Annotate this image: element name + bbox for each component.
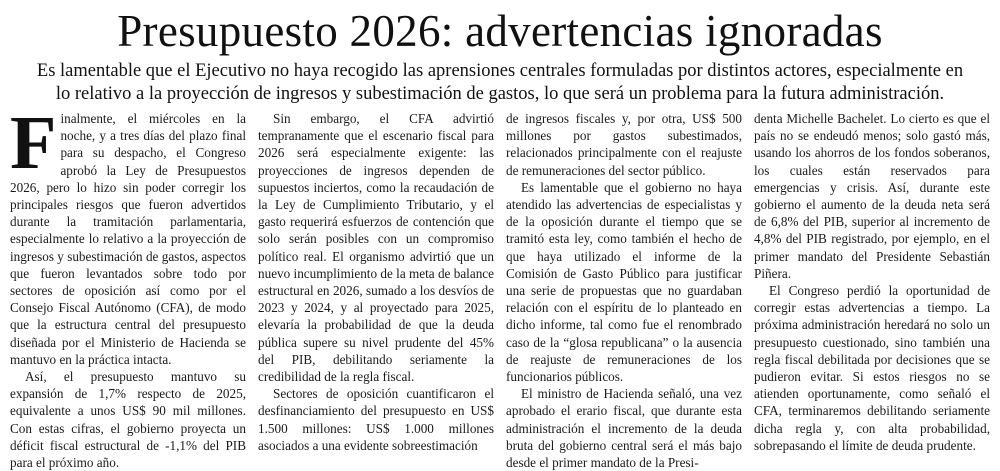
paragraph xyxy=(10,101,246,368)
paragraph: Sectores de oposición cuantificaron el desfinanciamiento del presupuesto en US$ 1.500 millones: US$ 1.000 millones asociados a una evidente sobreestimación xyxy=(258,386,494,453)
paragraph: El Congreso perdió la oportunidad de corregir estas advertencias a tiempo. La próxima administración heredará no solo un presupuesto cuestionado, sino también una regla fiscal debilitada por decisiones que se pudieron evitar. Si estos riesgos no se atienden oportunamente, como señaló el CFA, terminaremos debilitando seriamente dicha regla y, con alta probabilidad, sobrepasando el límite de deuda prudente. xyxy=(754,283,990,453)
column-4 xyxy=(754,110,990,453)
paragraph-text: inalmente, el miércoles en la noche, y a tres días del plazo final para su despacho, el Congreso aprobó la Ley de Presupuestos 2026, pero lo hizo sin poder corregir los principales riesgos que fueron advertidos durante la tramitación parlamentaria, especialmente lo relativo a la proyección de ingresos y subestimación de gastos, aspectos que fueron levantados sobre todo por sectores de oposición así como por el Consejo Fiscal Autónomo (CFA), de modo que la estructura central del presupuesto diseñada por el Ministerio de Hacienda se mantuvo en la práctica intacta. xyxy=(10,111,246,367)
column-1 xyxy=(10,101,246,471)
paragraph: Así, el presupuesto mantuvo su expansión de 1,7% respecto de 2025, equivalente a unos US$ 90 mil millones. Con estas cifras, el gobierno proyecta un déficit fiscal estructural de -1,1% del PIB para el próximo año. xyxy=(10,369,246,471)
deck: Es lamentable que el Ejecutivo no haya recogido las aprensiones centrales formuladas por distintos actores, especialmente en lo relativo a la proyección de ingresos y subestimación de gastos, lo que será un problema para la futura administración. xyxy=(36,61,964,104)
paragraph: de ingresos fiscales y, por otra, US$ 500 millones por gastos subestimados, relacionados principalmente con el reajuste de remuneraciones del sector público. xyxy=(506,111,742,178)
paragraph: denta Michelle Bachelet. Lo cierto es que el país no se endeudó menos; solo gastó más, usando los ahorros de los fondos soberanos, los cuales están reservados para emergencias y crisis. Así, durante este gobierno el aumento de la deuda neta será de 6,8% del PIB, superior al incremento de 4,8% del PIB registrado, por ejemplo, en el primer mandato del Presidente Sebastián Piñera. xyxy=(754,111,990,281)
column-3 xyxy=(506,110,742,471)
article-body xyxy=(10,101,990,471)
paragraph: Es lamentable que el gobierno no haya atendido las advertencias de especialistas y de la oposición durante el tiempo que se tramitó esta ley, como también el hecho de que haya utilizado el informe de la Comisión de Gasto Público para justificar una serie de propuestas que no guardaban relación con el espíritu de lo planteado en dicho informe, tal como fue el renombrado caso de la “glosa republicana” o la ausencia de reajuste de remuneraciones de los funcionarios públicos. xyxy=(506,179,742,385)
paragraph: Sin embargo, el CFA advirtió tempranamente que el escenario fiscal para 2026 será especialmente exigente: las proyecciones de ingresos dependen de supuestos inciertos, como la recaudación de la Ley de Cumplimiento Tributario, y el gasto requerirá esfuerzos de contención que solo serán posibles con un compromiso político real. El organismo advirtió que un nuevo incumplimiento de la meta de balance estructural en 2026, sumado a los desvíos de 2023 y 2024, y al proyectado para 2025, elevaría la probabilidad de que la deuda pública supere su nivel prudente del 45% del PIB, debilitando seriamente la credibilidad de la regla fiscal. xyxy=(258,111,494,385)
paragraph: El ministro de Hacienda señaló, una vez aprobado el erario fiscal, que durante esta administración el incremento de la deuda bruta del gobierno central será el más bajo desde el primer mandato de la Presi- xyxy=(506,386,742,471)
drop-cap: F xyxy=(10,101,57,185)
column-2 xyxy=(258,110,494,453)
headline: Presupuesto 2026: advertencias ignoradas xyxy=(117,6,883,56)
